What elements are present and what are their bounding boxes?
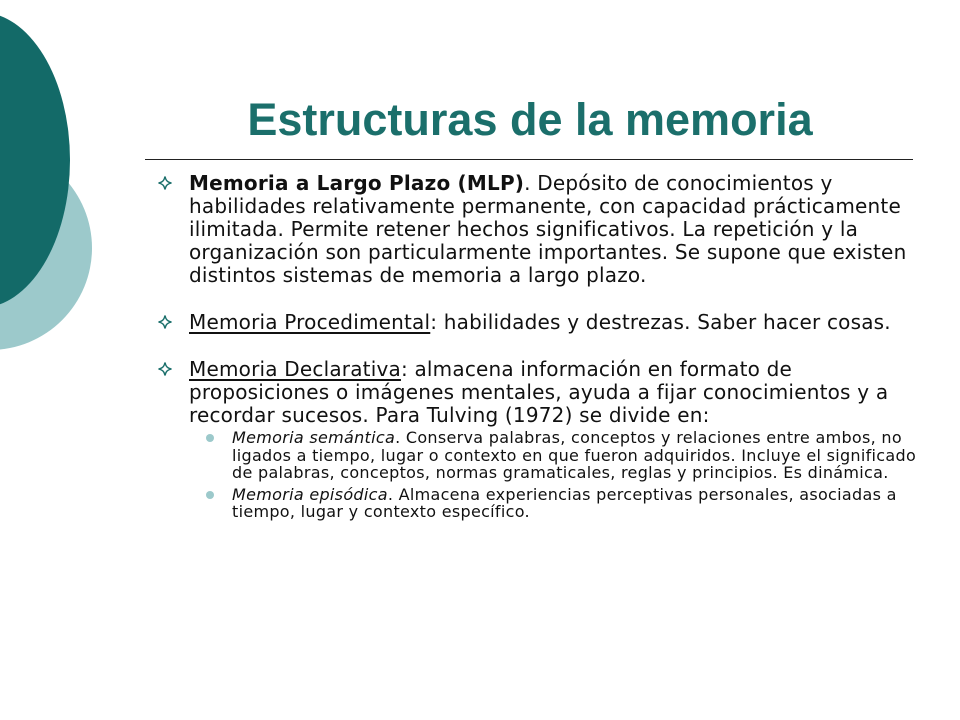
hollow-diamond-icon bbox=[157, 175, 173, 191]
hollow-diamond-icon bbox=[157, 314, 173, 330]
sub-item-episodic bbox=[189, 486, 917, 521]
sub-item-heading: Memoria episódica bbox=[232, 484, 388, 504]
bullet-item-procedural bbox=[157, 311, 917, 334]
sub-item-heading: Memoria semántica bbox=[232, 428, 396, 447]
sub-item-text: . Almacena experiencias perceptivas personales, asociadas a tiempo, lugar y contexto específico. bbox=[232, 484, 897, 521]
title-divider bbox=[145, 159, 913, 160]
dot-icon bbox=[206, 434, 214, 442]
item-heading: Memoria Declarativa bbox=[189, 357, 401, 381]
sub-list bbox=[189, 429, 917, 521]
item-text: : habilidades y destrezas. Saber hacer cosas. bbox=[430, 310, 891, 334]
hollow-diamond-icon bbox=[157, 361, 173, 377]
sub-item-semantic bbox=[189, 429, 917, 482]
item-text: : almacena información en formato de proposiciones o imágenes mentales, ayuda a fijar conocimientos y a recordar sucesos. Para Tulving (1972) se divide en: bbox=[189, 357, 889, 427]
dot-icon bbox=[206, 491, 214, 499]
item-text: . Depósito de conocimientos y habilidades relativamente permanente, con capacidad prácticamente ilimitada. Permite retener hechos significativos. La repetición y la organización son particularmente importantes. Se supone que existen distintos sistemas de memoria a largo plazo. bbox=[189, 171, 907, 287]
decorative-circles bbox=[0, 0, 120, 420]
sub-item-text: . Conserva palabras, conceptos y relaciones entre ambos, no ligados a tiempo, lugar o contexto en que fueron adquiridos. Incluye el significado de palabras, conceptos, normas gramaticales, reglas y principios. Es dinámica. bbox=[232, 428, 917, 482]
bullet-item-declarative bbox=[157, 358, 917, 521]
slide-content bbox=[157, 172, 917, 521]
item-heading: Memoria a Largo Plazo (MLP) bbox=[189, 171, 525, 195]
bullet-item-mlp bbox=[157, 172, 917, 287]
item-heading: Memoria Procedimental bbox=[189, 310, 431, 334]
slide-title: Estructuras de la memoria bbox=[247, 94, 813, 145]
